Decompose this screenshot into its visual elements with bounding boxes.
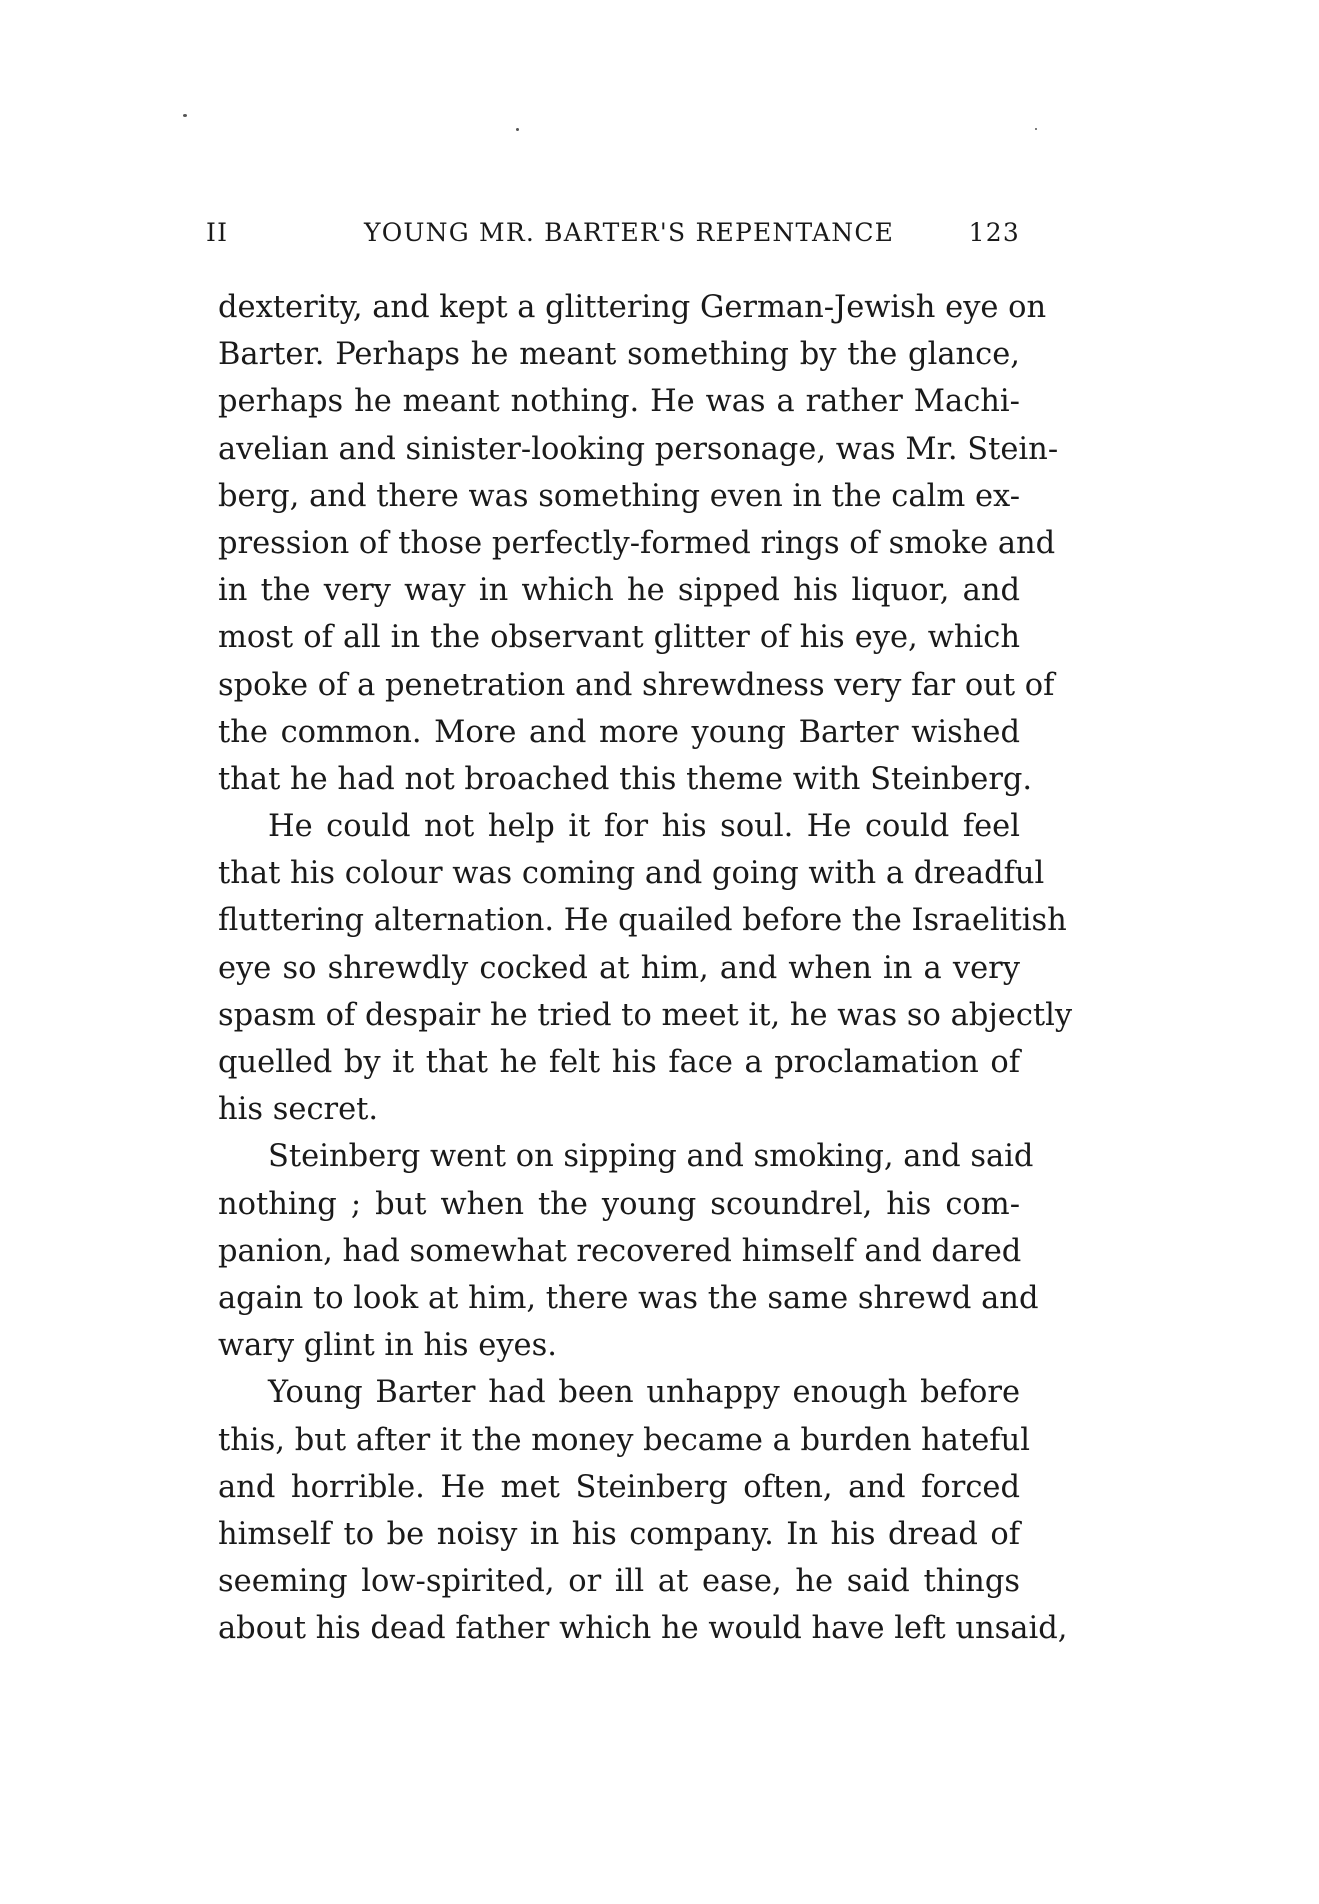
chapter-number: II bbox=[206, 218, 229, 247]
text-line: spoke of a penetration and shrewdness very far out of bbox=[218, 667, 1055, 703]
text-line: perhaps he meant nothing. He was a rather Machi- bbox=[218, 384, 1020, 420]
body-text bbox=[218, 284, 1073, 1652]
text-line: eye so shrewdly cocked at him, and when in a very bbox=[218, 950, 1020, 986]
text-line: most of all in the observant glitter of his eye, which bbox=[218, 620, 1020, 656]
text-line: dexterity, and kept a glittering German-Jewish eye on bbox=[218, 290, 1047, 325]
running-header bbox=[206, 218, 1020, 258]
paragraph bbox=[218, 1133, 1039, 1369]
text-line: about his dead father which he would have left unsaid, bbox=[218, 1611, 1068, 1647]
text-line: pression of those perfectly-formed rings of smoke and bbox=[218, 525, 1056, 561]
text-line: the common. More and more young Barter wished bbox=[218, 714, 1020, 750]
text-line: wary glint in his eyes. bbox=[218, 1328, 557, 1364]
running-title: YOUNG MR. BARTER'S REPENTANCE bbox=[364, 218, 895, 247]
text-line: Barter. Perhaps he meant something by the glance, bbox=[218, 337, 1020, 373]
text-line: his secret. bbox=[218, 1092, 379, 1128]
text-line: that his colour was coming and going with a dreadful bbox=[218, 856, 1045, 892]
paragraph bbox=[218, 284, 1059, 803]
text-line: panion, had somewhat recovered himself and dared bbox=[218, 1233, 1022, 1269]
text-line: in the very way in which he sipped his liquor, and bbox=[218, 573, 1020, 609]
text-line: that he had not broached this theme with Steinberg. bbox=[218, 761, 1033, 797]
text-line: He could not help it for his soul. He could feel bbox=[268, 809, 1020, 845]
text-line: Steinberg went on sipping and smoking, and said bbox=[268, 1139, 1034, 1175]
text-line: nothing ; but when the young scoundrel, his com- bbox=[218, 1186, 1020, 1222]
text-line: again to look at him, there was the same shrewd and bbox=[218, 1280, 1039, 1316]
text-line: spasm of despair he tried to meet it, he was so abjectly bbox=[218, 997, 1073, 1033]
text-line: Young Barter had been unhappy enough before bbox=[268, 1375, 1020, 1411]
text-line: this, but after it the money became a burden hateful bbox=[218, 1422, 1030, 1458]
text-line: quelled by it that he felt his face a proclamation of bbox=[218, 1045, 1020, 1080]
page-number: 123 bbox=[968, 218, 1020, 247]
scan-speck bbox=[1035, 128, 1037, 130]
text-line: fluttering alternation. He quailed before the Israelitish bbox=[218, 903, 1067, 939]
scan-speck bbox=[183, 114, 187, 117]
text-line: berg, and there was something even in the calm ex- bbox=[218, 478, 1020, 514]
scan-speck bbox=[516, 128, 519, 131]
paragraph bbox=[218, 1369, 1068, 1652]
text-line: and horrible. He met Steinberg often, and forced bbox=[218, 1469, 1020, 1505]
text-line: seeming low-spirited, or ill at ease, he said things bbox=[218, 1564, 1020, 1600]
text-line: himself to be noisy in his company. In his dread of bbox=[218, 1516, 1020, 1552]
text-line: avelian and sinister-looking personage, was Mr. Stein- bbox=[218, 431, 1059, 467]
paragraph bbox=[218, 803, 1073, 1133]
